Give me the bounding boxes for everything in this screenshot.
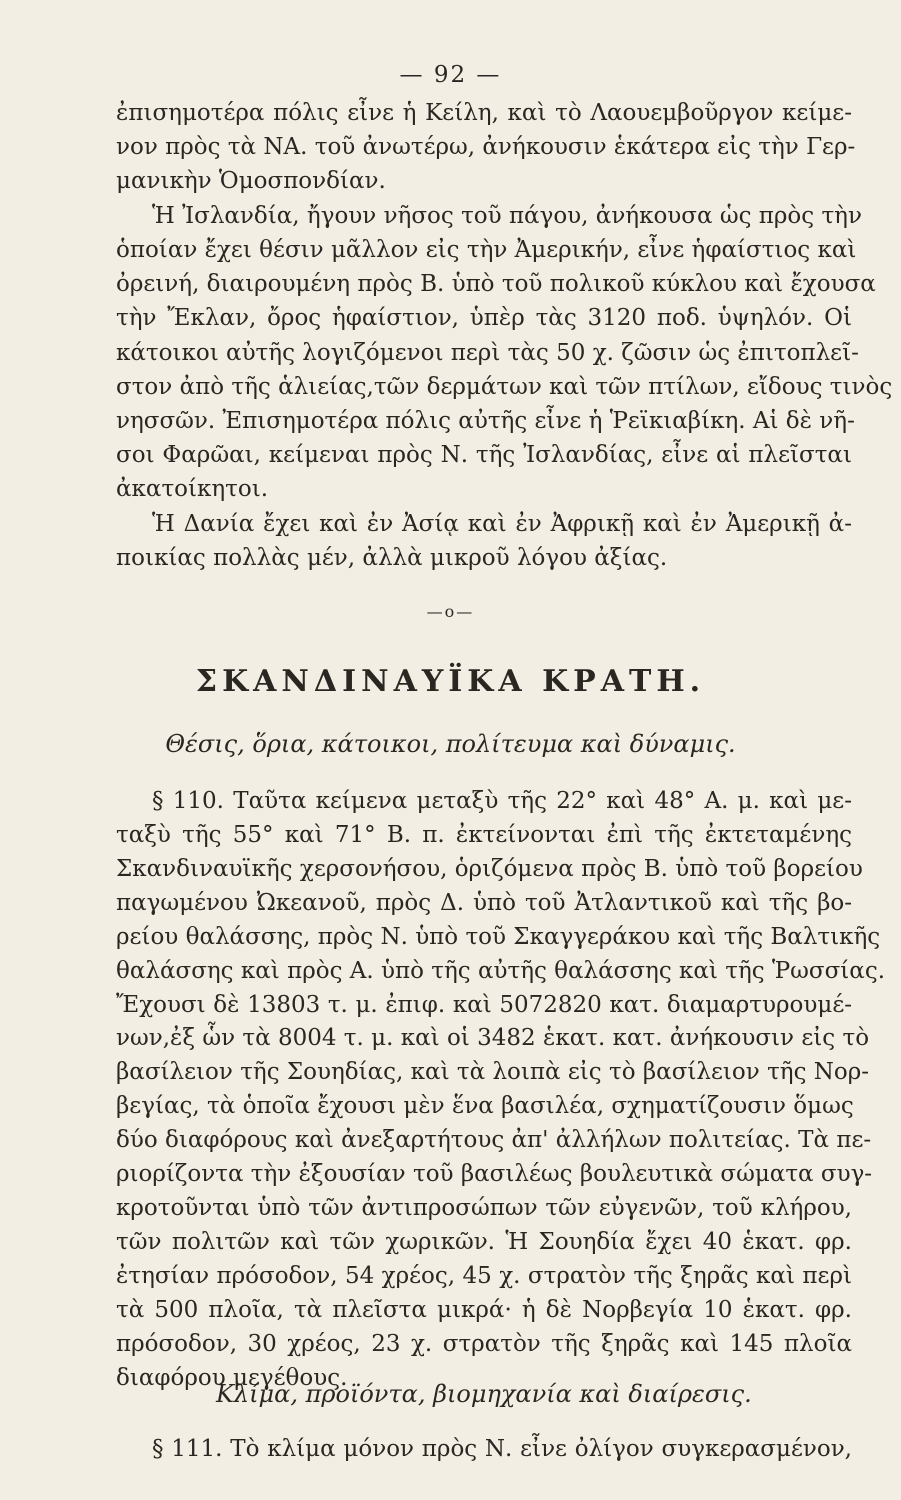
- text-line: ὀρεινή, διαιρουμένη πρὸς Β. ὑπὸ τοῦ πολικοῦ κύκλου καὶ ἔχουσα: [116, 271, 876, 297]
- text-line: ποικίας πολλὰς μέν, ἀλλὰ μικροῦ λόγου ἀξίας.: [116, 545, 668, 571]
- text-line: σοι Φαρῶαι, κείμεναι πρὸς Ν. τῆς Ἰσλανδίας, εἶνε αἱ πλεῖσται: [116, 442, 852, 468]
- text-line: νον πρὸς τὰ ΝΑ. τοῦ ἀνωτέρω, ἀνήκουσιν ἑκάτερα εἰς τὴν Γερ-: [116, 134, 856, 160]
- text-line: Ἡ Ἰσλανδία, ἤγουν νῆσος τοῦ πάγου, ἀνήκουσα ὡς πρὸς τὴν: [152, 203, 862, 229]
- text-line: ἐτησίαν πρόσοδον, 54 χρέος, 45 χ. στρατὸν τῆς ξηρᾶς καὶ περὶ: [116, 1263, 852, 1289]
- text-line: ὁποίαν ἔχει θέσιν μᾶλλον εἰς τὴν Ἀμερικήν, εἶνε ἡφαίστιος καὶ: [116, 237, 857, 263]
- section-subtitle: Θέσις, ὅρια, κάτοικοι, πολίτευμα καὶ δύναμις.: [165, 730, 736, 758]
- text-line: Ἡ Δανία ἔχει καὶ ἐν Ἀσίᾳ καὶ ἐν Ἀφρικῇ καὶ ἐν Ἀμερικῇ ἀ-: [152, 511, 852, 537]
- subsection-heading: Κλίμα, προϊόντα, βιομηχανία καὶ διαίρεσις.: [216, 1380, 752, 1408]
- text-line: Σκανδιναυϊκῆς χερσονήσου, ὁριζόμενα πρὸς Β. ὑπὸ τοῦ βορείου: [116, 856, 863, 882]
- text-line: δύο διαφόρους καὶ ἀνεξαρτήτους ἀπ' ἀλλήλων πολιτείας. Τὰ πε-: [116, 1127, 872, 1153]
- text-line: § 111. Τὸ κλίμα μόνον πρὸς Ν. εἶνε ὀλίγον συγκερασμένον,: [152, 1436, 852, 1462]
- text-line: βεγίας, τὰ ὁποῖα ἔχουσι μὲν ἕνα βασιλέα, σχηματίζουσιν ὅμως: [116, 1093, 854, 1119]
- text-line: ἀκατοίκητοι.: [116, 476, 269, 502]
- text-line: § 110. Ταῦτα κείμενα μεταξὺ τῆς 22° καὶ 48° Α. μ. καὶ με-: [152, 788, 852, 814]
- text-line: μανικὴν Ὁμοσπονδίαν.: [116, 168, 386, 194]
- text-line: θαλάσσης καὶ πρὸς Α. ὑπὸ τῆς αὐτῆς θαλάσσης καὶ τῆς Ῥωσσίας.: [116, 958, 886, 984]
- text-line: ταξὺ τῆς 55° καὶ 71° Β. π. ἐκτείνονται ἐπὶ τῆς ἐκτεταμένης: [116, 822, 852, 848]
- section-divider: —o—: [426, 602, 475, 621]
- text-line: ρείου θαλάσσης, πρὸς Ν. ὑπὸ τοῦ Σκαγγεράκου καὶ τῆς Βαλτικῆς: [116, 924, 881, 950]
- text-line: παγωμένου Ὠκεανοῦ, πρὸς Δ. ὑπὸ τοῦ Ἀτλαντικοῦ καὶ τῆς βο-: [116, 890, 852, 916]
- text-line: ἐπισημοτέρα πόλις εἶνε ἡ Κείλη, καὶ τὸ Λαουεμβοῦργον κείμε-: [116, 100, 852, 126]
- text-line: ριορίζοντα τὴν ἐξουσίαν τοῦ βασιλέως βουλευτικὰ σώματα συγ-: [116, 1161, 873, 1187]
- page-number: — 92 —: [399, 62, 502, 88]
- text-line: Ἔχουσι δὲ 13803 τ. μ. ἐπιφ. καὶ 5072820 κατ. διαμαρτυρουμέ-: [116, 992, 852, 1018]
- text-line: κροτοῦνται ὑπὸ τῶν ἀντιπροσώπων τῶν εὐγενῶν, τοῦ κλήρου,: [116, 1195, 852, 1221]
- text-line: βασίλειον τῆς Σουηδίας, καὶ τὰ λοιπὰ εἰς τὸ βασίλειον τῆς Νορ-: [116, 1059, 870, 1085]
- text-line: τῶν πολιτῶν καὶ τῶν χωρικῶν. Ἡ Σουηδία ἔχει 40 ἑκατ. φρ.: [116, 1229, 852, 1255]
- text-line: νησσῶν. Ἐπισημοτέρα πόλις αὐτῆς εἶνε ἡ Ῥεϊκιαβίκη. Αἱ δὲ νῆ-: [116, 408, 855, 434]
- text-line: κάτοικοι αὐτῆς λογιζόμενοι περὶ τὰς 50 χ. ζῶσιν ὡς ἐπιτοπλεῖ-: [116, 340, 859, 366]
- text-line: διαφόρου μεγέθους.: [116, 1365, 348, 1391]
- text-line: νων,ἐξ ὧν τὰ 8004 τ. μ. καὶ οἱ 3482 ἑκατ. κατ. ἀνήκουσιν εἰς τὸ: [116, 1025, 870, 1051]
- text-line: πρόσοδον, 30 χρέος, 23 χ. στρατὸν τῆς ξηρᾶς καὶ 145 πλοῖα: [116, 1331, 852, 1357]
- text-line: τὴν Ἔκλαν, ὄρος ἡφαίστιον, ὑπὲρ τὰς 3120 ποδ. ὑψηλόν. Οἱ: [116, 305, 852, 331]
- text-line: στον ἀπὸ τῆς ἁλιείας,τῶν δερμάτων καὶ τῶν πτίλων, εἴδους τινὸς: [116, 374, 893, 400]
- section-title: ΣΚΑΝΔΙΝΑΥΪΚΑ ΚΡΑΤΗ.: [195, 664, 706, 699]
- text-line: τὰ 500 πλοῖα, τὰ πλεῖστα μικρά· ἡ δὲ Νορβεγία 10 ἑκατ. φρ.: [116, 1297, 852, 1323]
